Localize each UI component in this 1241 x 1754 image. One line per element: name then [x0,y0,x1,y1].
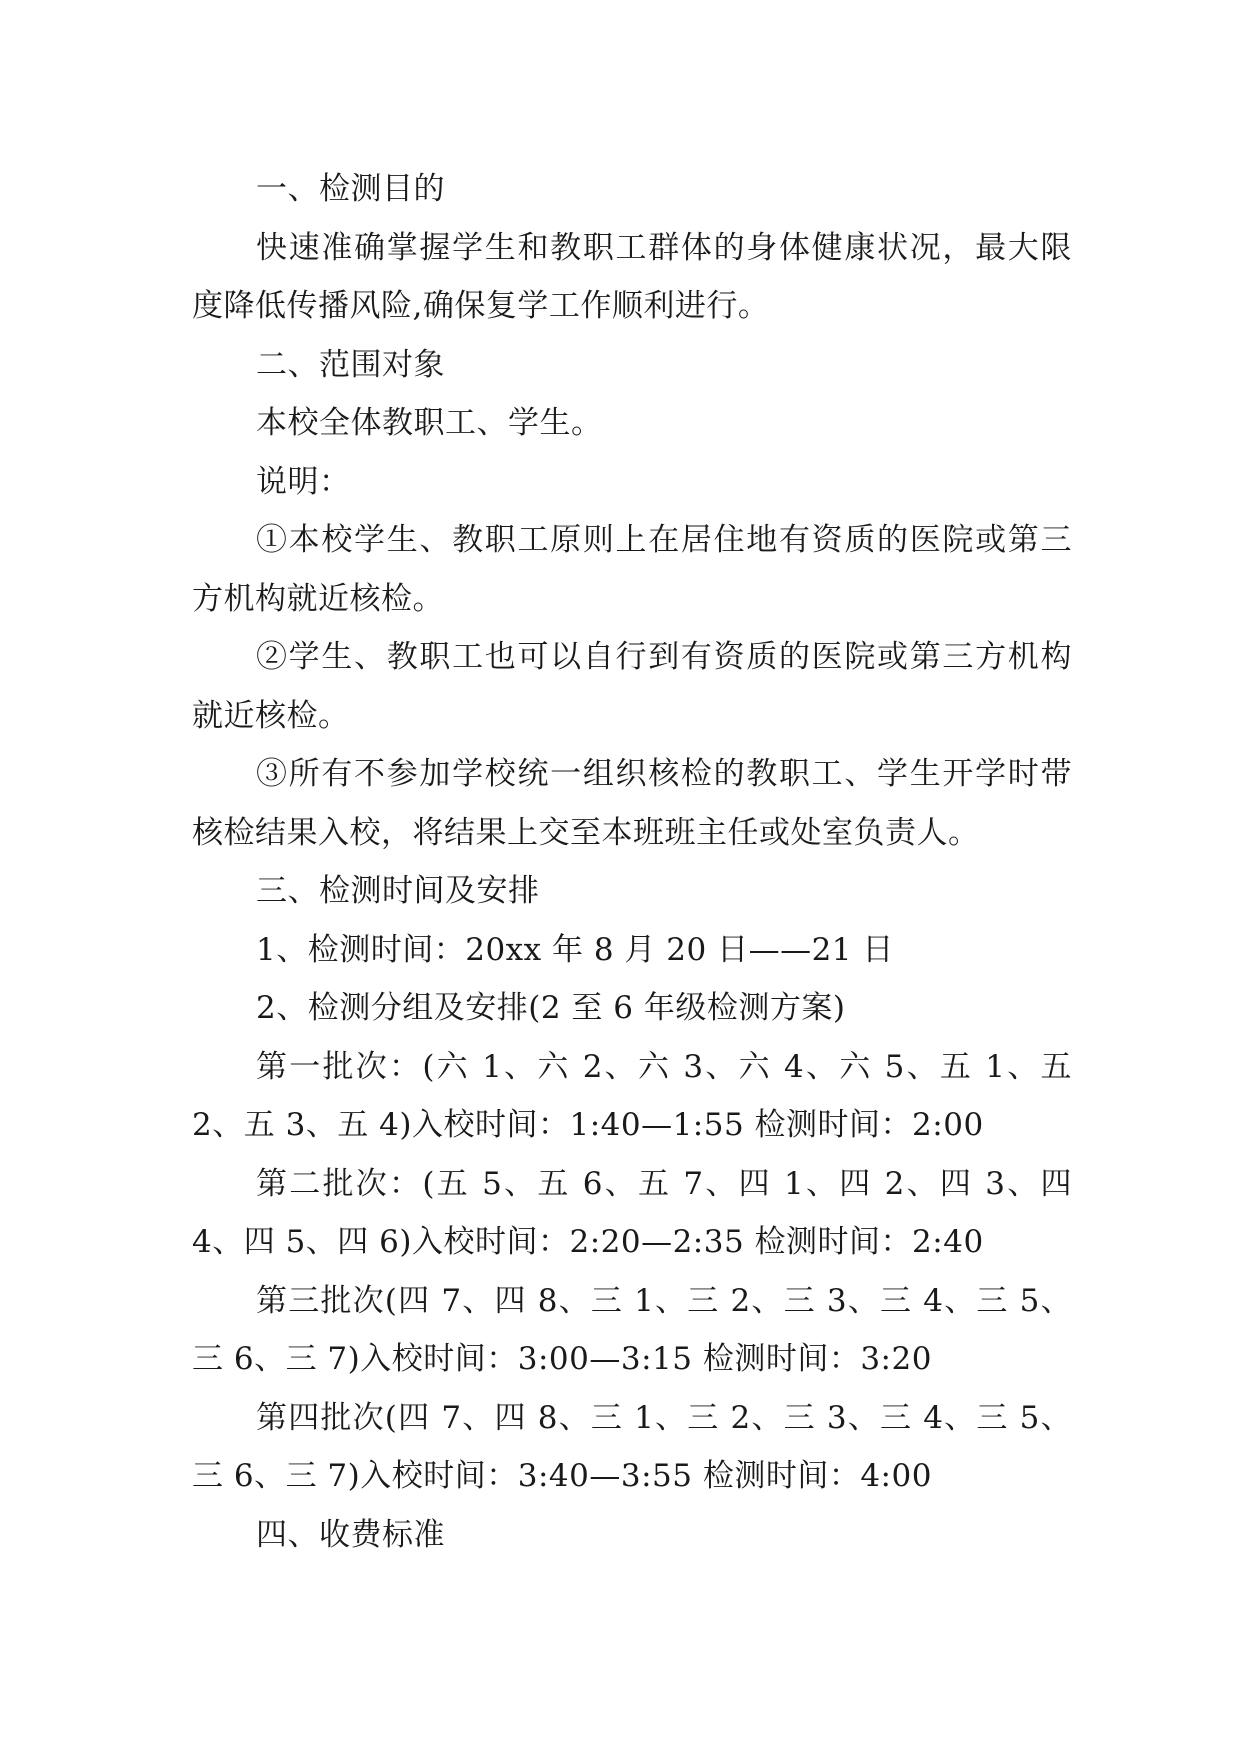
paragraph-note-2: ②学生、教职工也可以自行到有资质的医院或第三方机构就近核检。 [192,639,1072,734]
paragraph-note-3: ③所有不参加学校统一组织核检的教职工、学生开学时带核检结果入校，将结果上交至本班班主任或处室负责人。 [192,756,1072,851]
section-heading-purpose: 一、检测目的 [256,171,445,207]
paragraph-batch-3: 第三批次(四 7、四 8、三 1、三 2、三 3、三 4、三 5、三 6、三 7)入校时间：3:00—3:15 检测时间：3:20 [192,1282,1072,1377]
paragraph-batch-1: 第一批次：(六 1、六 2、六 3、六 4、六 5、五 1、五 2、五 3、五 4)入校时间：1:40—1:55 检测时间：2:00 [192,1048,1072,1143]
paragraph-purpose: 快速准确掌握学生和教职工群体的身体健康状况，最大限度降低传播风险,确保复学工作顺利进行。 [192,229,1072,324]
section-heading-scope: 二、范围对象 [256,346,445,383]
paragraph-batch-4: 第四批次(四 7、四 8、三 1、三 2、三 3、三 4、三 5、三 6、三 7)入校时间：3:40—3:55 检测时间：4:00 [192,1399,1072,1494]
paragraph-note-1: ①本校学生、教职工原则上在居住地有资质的医院或第三方机构就近核检。 [192,522,1072,617]
paragraph-scope: 本校全体教职工、学生。 [256,405,603,441]
paragraph-note-label: 说明： [256,463,351,500]
document-body [192,160,1072,1564]
paragraph-batch-2: 第二批次：(五 5、五 6、五 7、四 1、四 2、四 3、四 4、四 5、四 6)入校时间：2:20—2:35 检测时间：2:40 [192,1165,1072,1260]
section-heading-schedule: 三、检测时间及安排 [256,873,540,909]
section-heading-fees: 四、收费标准 [256,1516,445,1553]
paragraph-grouping: 2、检测分组及安排(2 至 6 年级检测方案) [256,990,846,1026]
paragraph-test-date: 1、检测时间：20xx 年 8 月 20 日——21 日 [256,931,894,968]
